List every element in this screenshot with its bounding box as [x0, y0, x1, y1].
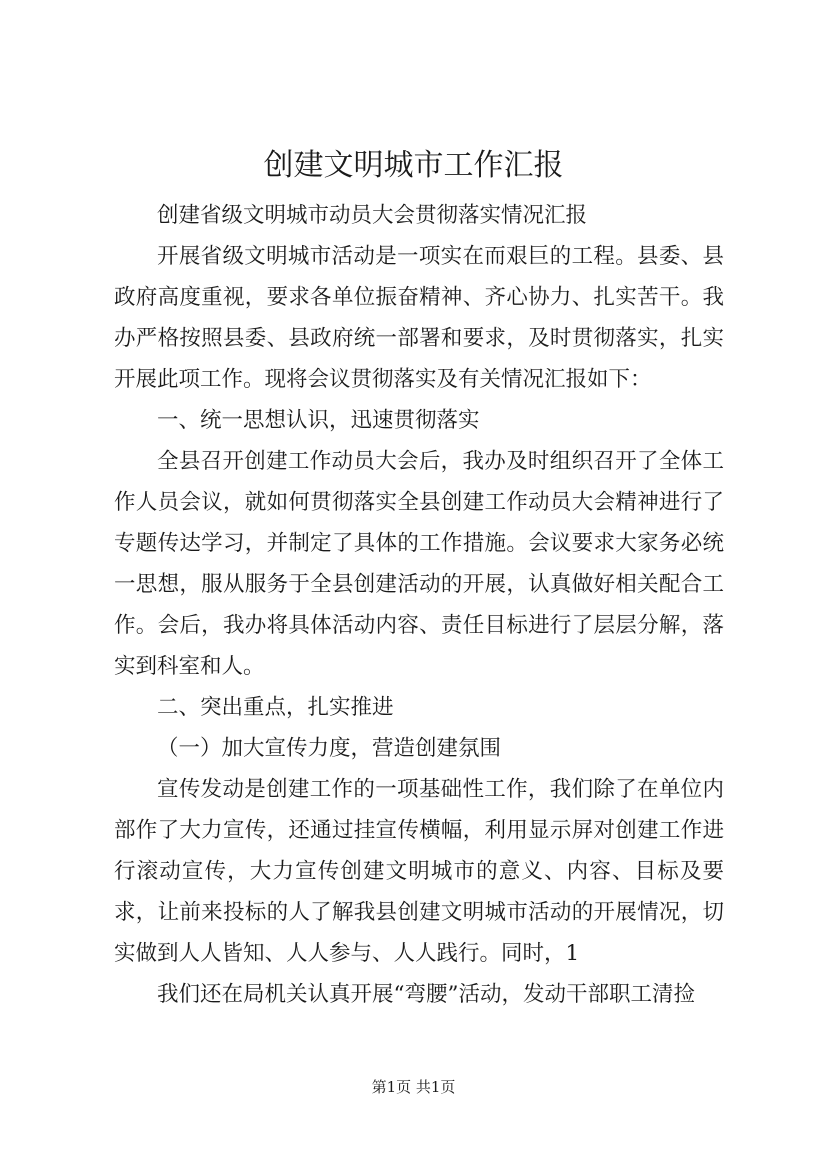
section-1-paragraph: 全县召开创建工作动员大会后，我办及时组织召开了全体工作人员会议，就如何贯彻落实全县创建工作动员大会精神进行了专题传达学习，并制定了具体的工作措施。会议要求大家务必统一思想，服从服务于全县创建活动的开展，认真做好相关配合工作。会后，我办将具体活动内容、责任目标进行了层层分解，落实到科室和人。	[114, 449, 724, 679]
subsection-1-paragraph: 宣传发动是创建工作的一项基础性工作，我们除了在单位内部作了大力宣传，还通过挂宣传横幅，利用显示屏对创建工作进行滚动宣传，大力宣传创建文明城市的意义、内容、目标及要求，让前来投标的人了解我县创建文明城市活动的开展情况，切实做到人人皆知、人人参与、人人践行。同时，1	[114, 777, 724, 966]
document-title: 创建文明城市工作汇报	[263, 148, 564, 183]
page-footer: 第1页 共1页	[371, 1078, 456, 1096]
subtitle-paragraph: 创建省级文明城市动员大会贯彻落实情况汇报	[157, 203, 588, 228]
section-heading-2: 二、突出重点，扎实推进	[157, 695, 394, 720]
subsection-heading-1: （一）加大宣传力度，营造创建氛围	[157, 736, 502, 761]
section-heading-1: 一、统一思想认识，迅速贯彻落实	[157, 408, 480, 433]
document-body	[114, 195, 724, 1015]
continuation-paragraph: 我们还在局机关认真开展“弯腰”活动，发动干部职工清捡	[157, 982, 695, 1007]
intro-paragraph: 开展省级文明城市活动是一项实在而艰巨的工程。县委、县政府高度重视，要求各单位振奋精神、齐心协力、扎实苦干。我办严格按照县委、县政府统一部署和要求，及时贯彻落实，扎实开展此项工作。现将会议贯彻落实及有关情况汇报如下：	[114, 244, 724, 392]
